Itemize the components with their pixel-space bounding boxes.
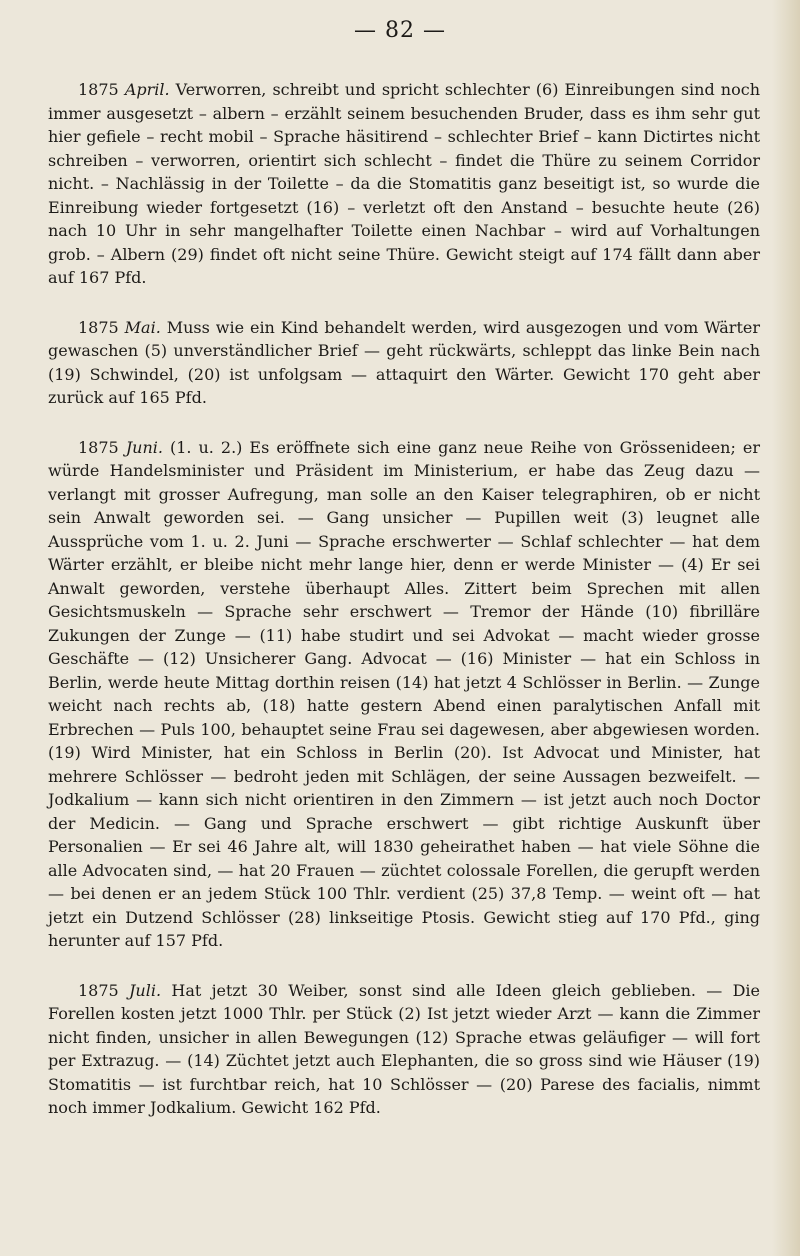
entry-mai (48, 316, 760, 410)
entry-month: Juli. (129, 980, 162, 1000)
entry-juni (48, 436, 760, 953)
entry-text: Muss wie ein Kind behandelt werden, wird ausgezogen und vom Wärter gewaschen (5) unverständlicher Brief — geht rückwärts, schleppt das linke Bein nach (19) Schwindel, (20) ist unfolgsam — attaquirt den Wärter. Gewicht 170 geht aber zurück auf 165 Pfd. (48, 317, 760, 407)
entry-month: Mai. (124, 317, 161, 337)
entry-year: 1875 (78, 980, 119, 1000)
entry-juli (48, 979, 760, 1120)
page-number: — 82 — (354, 18, 446, 43)
entry-month: April. (124, 80, 170, 99)
entry-text: Verworren, schreibt und spricht schlechter (6) Einreibungen sind noch immer ausgesetzt – albern – erzählt seinem besuchenden Bruder, dass es ihm sehr gut hier gefiele – recht mobil – Sprache häsitirend – schlechter Brief – kann Dictirtes nicht schreiben – verworren, orientirt sich schlecht – findet die Thüre zu seinem Corridor nicht. – Nachlässig in der Toilette – da die Stomatitis ganz beseitigt ist, so wurde die Einreibung wieder fortgesetzt (16) – verletzt oft den Anstand – besuchte heute (26) nach 10 Uhr in sehr mangelhafter Toilette einen Nachbar – wird auf Vorhaltungen grob. – Albern (29) findet oft nicht seine Thüre. Gewicht steigt auf 174 fällt dann aber auf 167 Pfd. (48, 80, 761, 287)
page-body (48, 78, 760, 1146)
entry-text: (1. u. 2.) Es eröffnete sich eine ganz neue Reihe von Grössenideen; er würde Handelsminister und Präsident im Ministerium, er habe das Zeug dazu — verlangt mit grosser Aufregung, man solle an den Kaiser telegraphiren, ob er nicht sein Anwalt geworden sei. — Gang unsicher — Pupillen weit (3) leugnet alle Aussprüche vom 1. u. 2. Juni — Sprache erschwerter — Schlaf schlechter — hat dem Wärter erzählt, er bleibe nicht mehr lange hier, denn er werde Minister — (4) Er sei Anwalt geworden, verstehe überhaupt Alles. Zittert beim Sprechen mit allen Gesichtsmuskeln — Sprache sehr erschwert — Tremor der Hände (10) fibrilläre Zukungen der Zunge — (11) habe studirt und sei Advokat — macht wieder grosse Geschäfte — (12) Unsicherer Gang. Advocat — (16) Minister — hat ein Schloss in Berlin, werde heute Mittag dorthin reisen (14) hat jetzt 4 Schlösser in Berlin. — Zunge weicht nach rechts ab, (18) hatte gestern Abend einen paralytischen Anfall mit Erbrechen — Puls 100, behauptet seine Frau sei dagewesen, aber abgewiesen worden. (19) Wird Minister, hat ein Schloss in Berlin (20). Ist Advocat und Minister, hat mehrere Schlösser — bedroht jeden mit Schlägen, der seine Aussagen bezweifelt. — Jodkalium — kann sich nicht orientiren in den Zimmern — ist jetzt auch noch Doctor der Medicin. — Gang und Sprache erschwert — gibt richtige Auskunft über Personalien — Er sei 46 Jahre alt, will 1830 geheirathet haben — hat viele Söhne die alle Advocaten sind, — hat 20 Frauen — züchtet colossale Forellen, die gerupft werden — bei denen er an jedem Stück 100 Thlr. verdient (25) 37,8 Temp. — weint oft — hat jetzt ein Dutzend Schlösser (28) linkseitige Ptosis. Gewicht stieg auf 170 Pfd., ging herunter auf 157 Pfd. (48, 437, 760, 950)
entry-april (48, 78, 760, 290)
entry-year: 1875 (78, 80, 119, 99)
entry-year: 1875 (78, 437, 119, 457)
entry-month: Juni. (125, 437, 163, 457)
page-spine-shadow (772, 0, 800, 1256)
entry-year: 1875 (78, 317, 119, 337)
entry-text: Hat jetzt 30 Weiber, sonst sind alle Ideen gleich geblieben. — Die Forellen kosten jetzt 1000 Thlr. per Stück (2) Ist jetzt wieder Arzt — kann die Zimmer nicht finden, unsicher in allen Bewegungen (12) Sprache etwas geläufiger — will fort per Extrazug. — (14) Züchtet jetzt auch Elephanten, die so gross sind wie Häuser (19) Stomatitis — ist furchtbar reich, hat 10 Schlösser — (20) Parese des facialis, nimmt noch immer Jodkalium. Gewicht 162 Pfd. (48, 980, 761, 1117)
